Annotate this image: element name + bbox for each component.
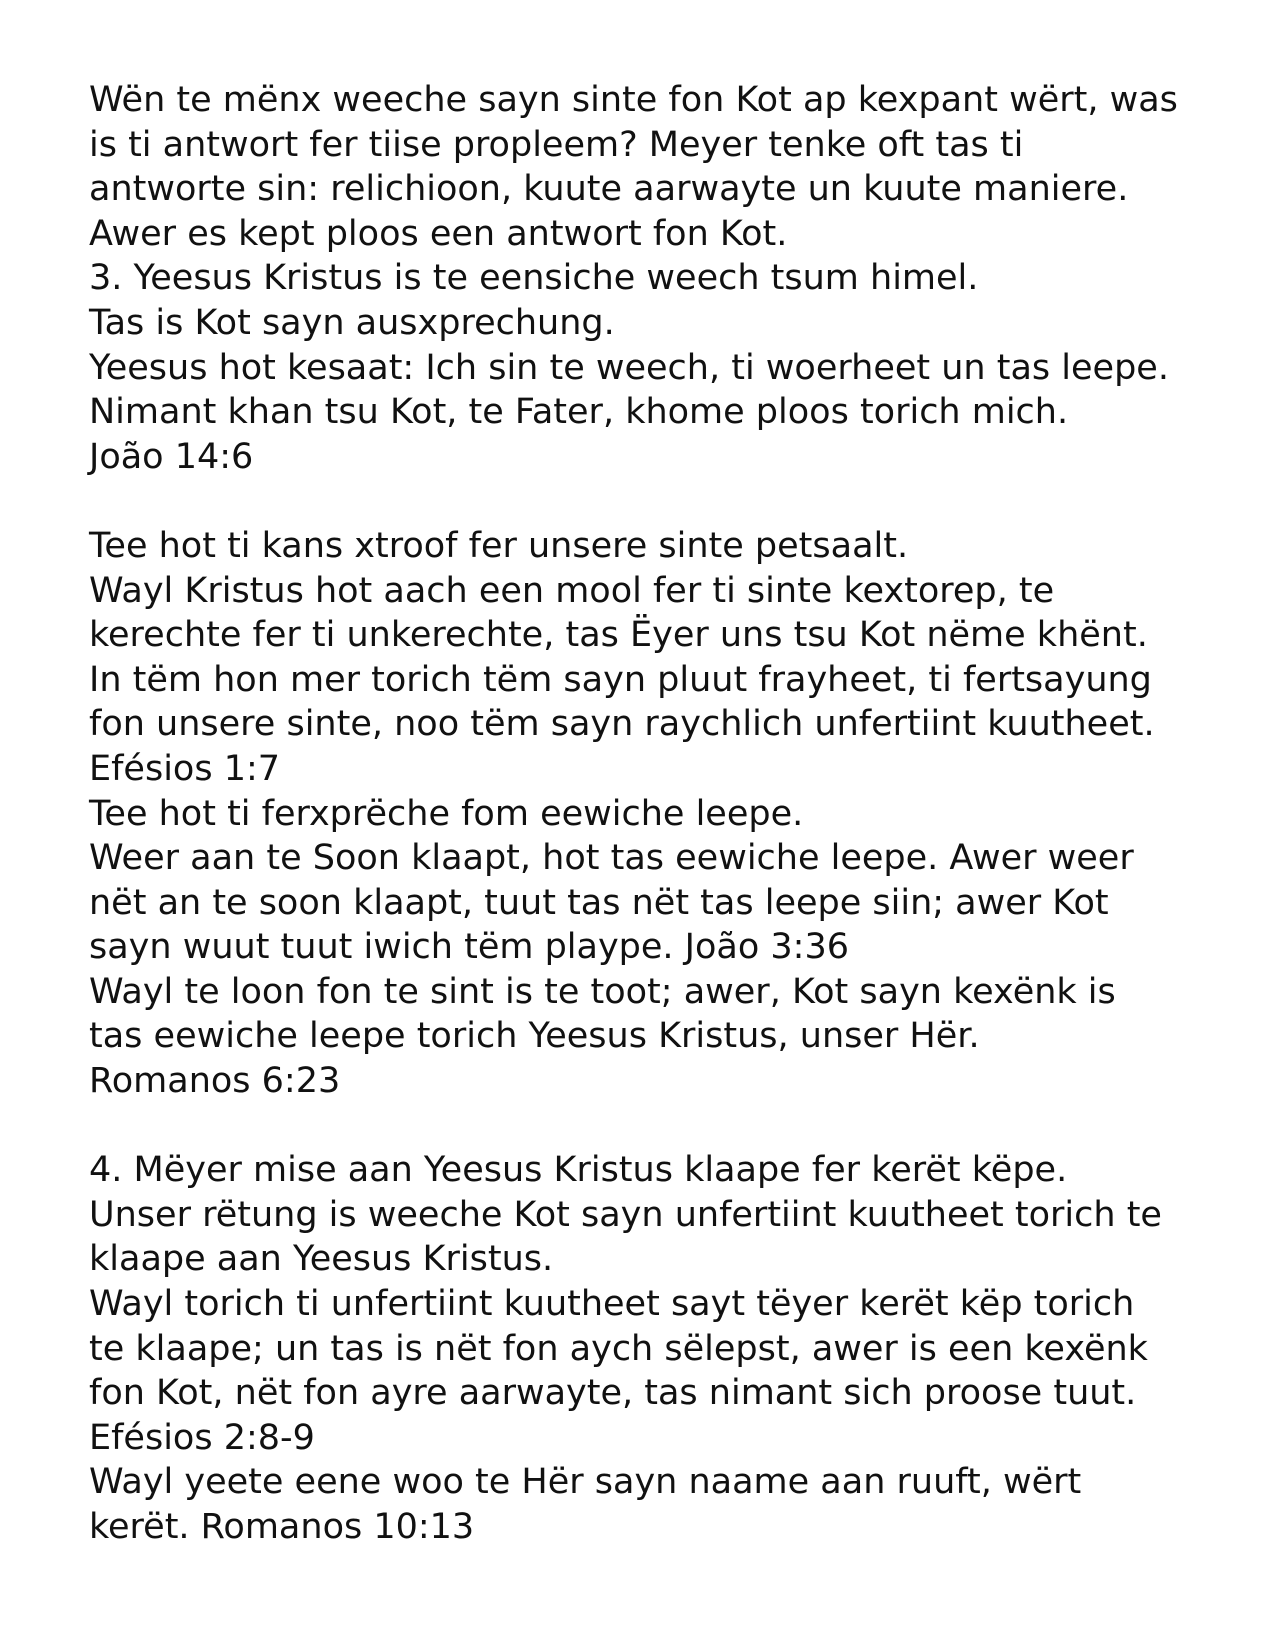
text-line: Tee hot ti kans xtroof fer unsere sinte petsaalt. bbox=[89, 525, 909, 566]
text-line: is ti antwort fer tiise propleem? Meyer tenke oft tas ti bbox=[89, 124, 1024, 165]
section-heading-4: 4. Mëyer mise aan Yeesus Kristus klaape fer kerët këpe. bbox=[89, 1150, 1068, 1191]
text-line: kerechte fer ti unkerechte, tas Ëyer uns tsu Kot nëme khënt. bbox=[89, 615, 1148, 656]
text-line: Wayl torich ti unfertiint kuutheet sayt tëyer kerët këp torich bbox=[89, 1284, 1135, 1325]
document-page bbox=[89, 78, 1209, 1550]
text-line: Wën te mënx weeche sayn sinte fon Kot ap kexpant wërt, was bbox=[89, 80, 1178, 120]
text-line: Yeesus hot kesaat: Ich sin te weech, ti woerheet un tas leepe. bbox=[89, 347, 1169, 388]
section-heading-3: 3. Yeesus Kristus is te eensiche weech tsum himel. bbox=[89, 258, 979, 299]
scripture-reference: Romanos 6:23 bbox=[89, 1061, 341, 1102]
scripture-reference: Efésios 2:8-9 bbox=[89, 1417, 315, 1458]
text-line: Wayl yeete eene woo te Hër sayn naame aan ruuft, wërt bbox=[89, 1462, 1082, 1503]
blank-line bbox=[89, 479, 1209, 524]
text-line: antworte sin: relichioon, kuute aarwayte un kuute maniere. bbox=[89, 169, 1129, 210]
text-line: Awer es kept ploos een antwort fon Kot. bbox=[89, 213, 788, 254]
text-line: Tee hot ti ferxprëche fom eewiche leepe. bbox=[89, 793, 804, 834]
text-line: tas eewiche leepe torich Yeesus Kristus, unser Hër. bbox=[89, 1016, 980, 1057]
text-line: In tëm hon mer torich tëm sayn pluut frayheet, ti fertsayung bbox=[89, 659, 1152, 700]
scripture-reference: Efésios 1:7 bbox=[89, 748, 281, 789]
blank-line bbox=[89, 1104, 1209, 1149]
text-line: Wayl Kristus hot aach een mool fer ti sinte kextorep, te bbox=[89, 570, 1055, 611]
text-line: fon unsere sinte, noo tëm sayn raychlich unfertiint kuutheet. bbox=[89, 704, 1155, 745]
text-line: Unser rëtung is weeche Kot sayn unfertiint kuutheet torich te bbox=[89, 1194, 1162, 1235]
text-line: Wayl te loon fon te sint is te toot; awer, Kot sayn kexënk is bbox=[89, 971, 1116, 1012]
text-line: nët an te soon klaapt, tuut tas nët tas leepe siin; awer Kot bbox=[89, 882, 1109, 923]
scripture-reference: João 14:6 bbox=[89, 436, 254, 477]
text-line: te klaape; un tas is nët fon aych sëlepst, awer is een kexënk bbox=[89, 1328, 1148, 1369]
text-line: Nimant khan tsu Kot, te Fater, khome ploos torich mich. bbox=[89, 392, 1069, 433]
text-line: fon Kot, nët fon ayre aarwayte, tas nimant sich proose tuut. bbox=[89, 1373, 1137, 1414]
text-line: klaape aan Yeesus Kristus. bbox=[89, 1239, 554, 1280]
text-line: Weer aan te Soon klaapt, hot tas eewiche leepe. Awer weer bbox=[89, 838, 1134, 879]
text-line: Tas is Kot sayn ausxprechung. bbox=[89, 302, 615, 343]
text-line: sayn wuut tuut iwich tëm plaype. João 3:36 bbox=[89, 927, 850, 968]
text-line: kerët. Romanos 10:13 bbox=[89, 1507, 475, 1547]
